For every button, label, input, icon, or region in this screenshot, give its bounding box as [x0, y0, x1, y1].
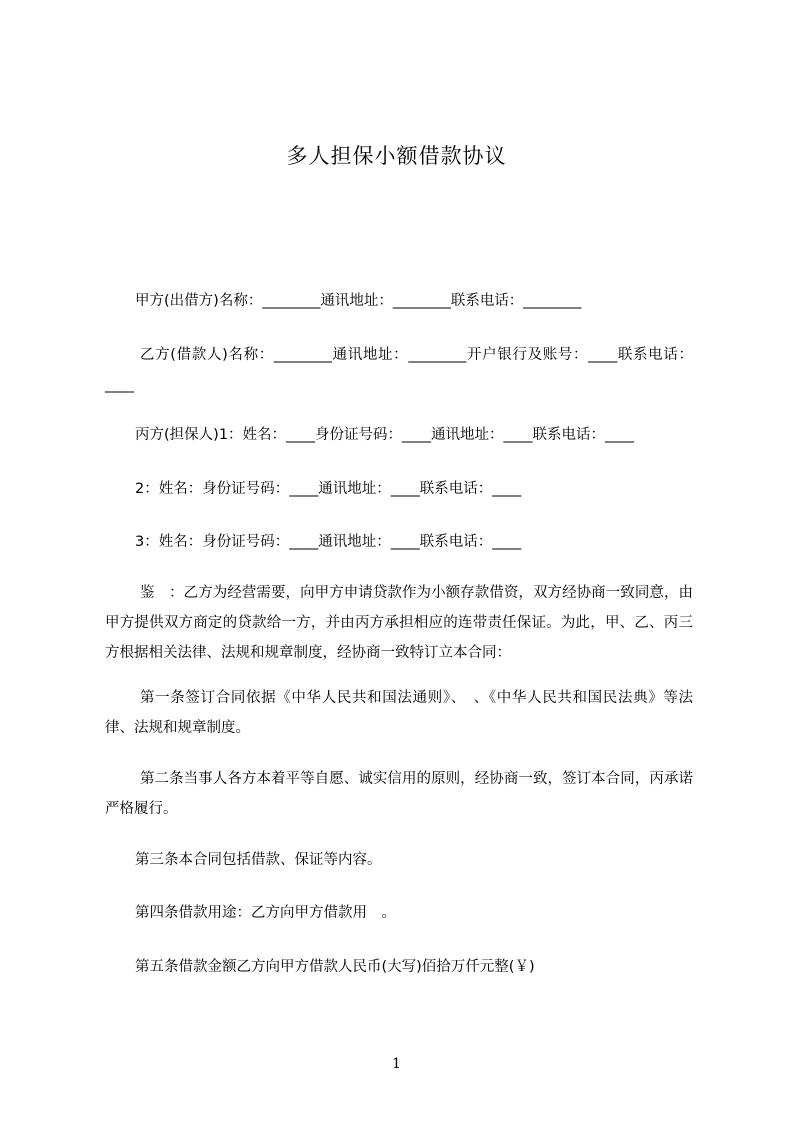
article-3: 第三条本合同包括借款、保证等内容。 [135, 852, 382, 868]
article-2: 第二条当事人各方本着平等自愿、诚实信用的原则，经协商一致，签订本合同，丙承诺严格履行。 [105, 771, 693, 817]
article-5: 第五条借款金额乙方向甲方借款人民币(大写)佰拾万仟元整(￥) [135, 959, 535, 975]
party-a-info: 甲方(出借方)名称：________通讯地址：________联系电话：________ [135, 293, 582, 309]
party-c-guarantor-1: 丙方(担保人)1：姓名：____身份证号码：____通讯地址：____联系电话：____ [135, 427, 635, 443]
recital-paragraph: 鉴 ：乙方为经营需要，向甲方申请贷款作为小额存款借资，双方经协商一致同意，由甲方提供双方商定的贷款给一方，并由丙方承担相应的连带责任保证。为此，甲、乙、丙三方根据相关法律、法规和规章制度，经协商一致特订立本合同： [105, 585, 693, 661]
article-4: 第四条借款用途：乙方向甲方借款用 。 [135, 905, 396, 921]
party-b-info: 乙方(借款人)名称：________通讯地址：________开户银行及账号：____联系电话：____ [105, 347, 693, 393]
party-c-guarantor-2: 2：姓名：身份证号码：____通讯地址：____联系电话：____ [135, 481, 522, 497]
article-1: 第一条签订合同依据《中华人民共和国法通则》、 、《中华人民共和国民法典》等法律、法规和规章制度。 [105, 690, 693, 736]
page-number: 1 [392, 1056, 401, 1072]
party-c-guarantor-3: 3：姓名：身份证号码：____通讯地址：____联系电话：____ [135, 534, 522, 550]
document-title: 多人担保小额借款协议 [286, 144, 507, 168]
